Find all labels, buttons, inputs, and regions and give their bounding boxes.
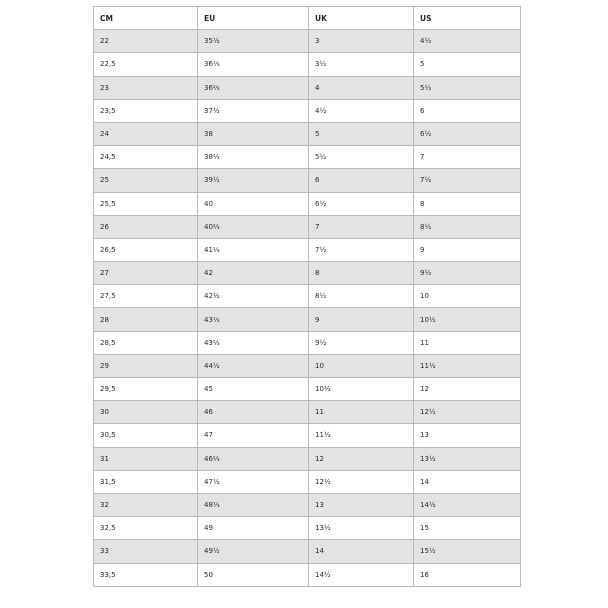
- cell-eu: 47: [198, 424, 309, 447]
- cell-uk: 13½: [309, 517, 414, 540]
- cell-uk: 14: [309, 540, 414, 563]
- cell-eu: 42: [198, 262, 309, 285]
- cell-uk: 3½: [309, 53, 414, 76]
- cell-eu: 39½: [198, 169, 309, 192]
- cell-us: 5: [414, 53, 521, 76]
- cell-us: 15: [414, 517, 521, 540]
- cell-us: 12½: [414, 401, 521, 424]
- cell-us: 13: [414, 424, 521, 447]
- cell-cm: 23: [94, 76, 198, 99]
- cell-eu: 46⅔: [198, 447, 309, 470]
- cell-cm: 28: [94, 308, 198, 331]
- cell-eu: 50: [198, 563, 309, 586]
- cell-us: 9: [414, 238, 521, 261]
- cell-us: 12: [414, 378, 521, 401]
- cell-uk: 14½: [309, 563, 414, 586]
- cell-cm: 32,5: [94, 517, 198, 540]
- table-row: [94, 447, 521, 470]
- cell-cm: 31,5: [94, 470, 198, 493]
- cell-eu: 35½: [198, 30, 309, 53]
- header-cm: CM: [94, 7, 198, 30]
- cell-eu: 45: [198, 378, 309, 401]
- table-row: [94, 401, 521, 424]
- cell-us: 10½: [414, 308, 521, 331]
- cell-cm: 24: [94, 122, 198, 145]
- cell-cm: 26: [94, 215, 198, 238]
- cell-eu: 38: [198, 122, 309, 145]
- cell-us: 10: [414, 285, 521, 308]
- cell-uk: 4: [309, 76, 414, 99]
- header-us: US: [414, 7, 521, 30]
- cell-eu: 36⅔: [198, 76, 309, 99]
- table-row: [94, 76, 521, 99]
- cell-us: 14: [414, 470, 521, 493]
- cell-cm: 26,5: [94, 238, 198, 261]
- cell-us: 15½: [414, 540, 521, 563]
- table-row: [94, 285, 521, 308]
- table-row: [94, 30, 521, 53]
- cell-cm: 32: [94, 493, 198, 516]
- cell-cm: 33: [94, 540, 198, 563]
- table-row: [94, 470, 521, 493]
- cell-uk: 8: [309, 262, 414, 285]
- cell-uk: 11½: [309, 424, 414, 447]
- cell-us: 6½: [414, 122, 521, 145]
- cell-eu: 40⅔: [198, 215, 309, 238]
- cell-cm: 29,5: [94, 378, 198, 401]
- table-row: [94, 540, 521, 563]
- cell-us: 6: [414, 99, 521, 122]
- cell-uk: 6½: [309, 192, 414, 215]
- cell-uk: 5: [309, 122, 414, 145]
- cell-cm: 22: [94, 30, 198, 53]
- cell-cm: 22,5: [94, 53, 198, 76]
- cell-eu: 47½: [198, 470, 309, 493]
- table-row: [94, 53, 521, 76]
- cell-cm: 29: [94, 354, 198, 377]
- table-row: [94, 493, 521, 516]
- cell-eu: 43⅔: [198, 331, 309, 354]
- size-table: [93, 6, 521, 587]
- table-row: [94, 262, 521, 285]
- cell-uk: 9½: [309, 331, 414, 354]
- table-row: [94, 169, 521, 192]
- cell-uk: 11: [309, 401, 414, 424]
- cell-us: 11½: [414, 354, 521, 377]
- header-uk: UK: [309, 7, 414, 30]
- table-row: [94, 378, 521, 401]
- cell-uk: 12: [309, 447, 414, 470]
- cell-uk: 9: [309, 308, 414, 331]
- cell-eu: 40: [198, 192, 309, 215]
- table-row: [94, 146, 521, 169]
- cell-eu: 38⅔: [198, 146, 309, 169]
- cell-eu: 48⅓: [198, 493, 309, 516]
- cell-uk: 8½: [309, 285, 414, 308]
- cell-us: 5½: [414, 76, 521, 99]
- cell-us: 13½: [414, 447, 521, 470]
- table-row: [94, 424, 521, 447]
- table-row: [94, 99, 521, 122]
- size-chart: [93, 6, 520, 587]
- cell-us: 16: [414, 563, 521, 586]
- cell-us: 8: [414, 192, 521, 215]
- table-row: [94, 192, 521, 215]
- cell-cm: 31: [94, 447, 198, 470]
- cell-cm: 33,5: [94, 563, 198, 586]
- table-row: [94, 331, 521, 354]
- table-body: [94, 30, 521, 587]
- cell-uk: 10½: [309, 378, 414, 401]
- header-row: [94, 7, 521, 30]
- table-row: [94, 308, 521, 331]
- cell-cm: 25: [94, 169, 198, 192]
- cell-uk: 3: [309, 30, 414, 53]
- cell-uk: 12½: [309, 470, 414, 493]
- cell-uk: 4½: [309, 99, 414, 122]
- cell-cm: 27: [94, 262, 198, 285]
- table-row: [94, 215, 521, 238]
- cell-us: 7: [414, 146, 521, 169]
- table-row: [94, 122, 521, 145]
- cell-uk: 5½: [309, 146, 414, 169]
- cell-us: 14½: [414, 493, 521, 516]
- cell-us: 11: [414, 331, 521, 354]
- cell-cm: 23,5: [94, 99, 198, 122]
- cell-us: 9½: [414, 262, 521, 285]
- cell-cm: 25,5: [94, 192, 198, 215]
- table-row: [94, 563, 521, 586]
- cell-uk: 13: [309, 493, 414, 516]
- table-row: [94, 354, 521, 377]
- cell-eu: 43⅓: [198, 308, 309, 331]
- cell-eu: 49½: [198, 540, 309, 563]
- table-row: [94, 238, 521, 261]
- cell-us: 4½: [414, 30, 521, 53]
- cell-eu: 36⅓: [198, 53, 309, 76]
- cell-uk: 6: [309, 169, 414, 192]
- cell-uk: 10: [309, 354, 414, 377]
- cell-eu: 42½: [198, 285, 309, 308]
- cell-eu: 44½: [198, 354, 309, 377]
- cell-cm: 27,5: [94, 285, 198, 308]
- table-row: [94, 517, 521, 540]
- cell-cm: 28,5: [94, 331, 198, 354]
- cell-eu: 49: [198, 517, 309, 540]
- cell-cm: 30: [94, 401, 198, 424]
- cell-uk: 7: [309, 215, 414, 238]
- cell-eu: 37½: [198, 99, 309, 122]
- cell-eu: 41⅓: [198, 238, 309, 261]
- header-eu: EU: [198, 7, 309, 30]
- cell-eu: 46: [198, 401, 309, 424]
- cell-us: 7½: [414, 169, 521, 192]
- cell-uk: 7½: [309, 238, 414, 261]
- cell-cm: 24,5: [94, 146, 198, 169]
- cell-cm: 30,5: [94, 424, 198, 447]
- cell-us: 8½: [414, 215, 521, 238]
